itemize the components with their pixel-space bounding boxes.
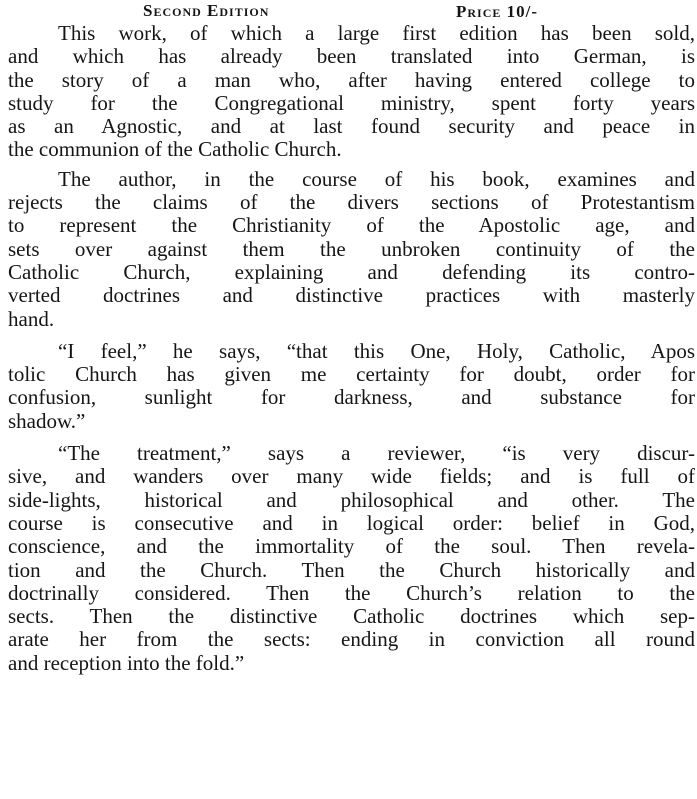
text-line: rejects the claims of the divers sections of Protestantism (8, 190, 695, 215)
text-line: and reception into the fold.” (8, 650, 245, 675)
text-line: course is consecutive and in logical order: belief in God, (8, 510, 695, 535)
paragraph-3 (8, 340, 695, 433)
text-line: as an Agnostic, and at last found security and peace in (8, 114, 695, 139)
text-line: The author, in the course of his book, examines and (58, 166, 695, 191)
text-line: the story of a man who, after having entered college to (8, 67, 695, 92)
text-line: “The treatment,” says a reviewer, “is very discur- (58, 441, 695, 466)
text-line: the communion of the Catholic Church. (8, 137, 342, 162)
text-line: arate her from the sects: ending in conviction all round (8, 627, 695, 652)
text-line: verted doctrines and distinctive practices with masterly (8, 283, 695, 308)
text-line: “I feel,” he says, “that this One, Holy, Catholic, Apos (58, 338, 695, 363)
text-line: and which has already been translated into German, is (8, 44, 695, 69)
edition-label: Second Edition (143, 1, 270, 20)
text-line: sive, and wanders over many wide fields; and is full of (8, 464, 695, 489)
text-line: This work, of which a large first edition has been sold, (58, 21, 695, 45)
text-line: confusion, sunlight for darkness, and substance for (8, 385, 695, 410)
text-line: tion and the Church. Then the Church historically and (8, 557, 695, 582)
text-line: sets over against them the unbroken continuity of the (8, 236, 695, 261)
paragraph-2 (8, 168, 695, 331)
text-line: conscience, and the immortality of the soul. Then revela- (8, 534, 695, 559)
text-line: to represent the Christianity of the Apostolic age, and (8, 213, 695, 238)
text-line: study for the Congregational ministry, spent forty years (8, 90, 695, 115)
text-line: doctrinally considered. Then the Church’s relation to the (8, 580, 695, 605)
text-line: sects. Then the distinctive Catholic doctrines which sep- (8, 604, 695, 629)
text-line: hand. (8, 306, 55, 331)
paragraph-1 (8, 22, 695, 162)
text-line: shadow.” (8, 408, 86, 433)
text-line: tolic Church has given me certainty for doubt, order for (8, 362, 695, 387)
text-line: side-lights, historical and philosophical and other. The (8, 487, 695, 512)
paragraph-4 (8, 442, 695, 675)
text-line: Catholic Church, explaining and defending its contro- (8, 259, 695, 284)
price-label: Price 10/- (456, 2, 539, 21)
header (8, 2, 695, 22)
